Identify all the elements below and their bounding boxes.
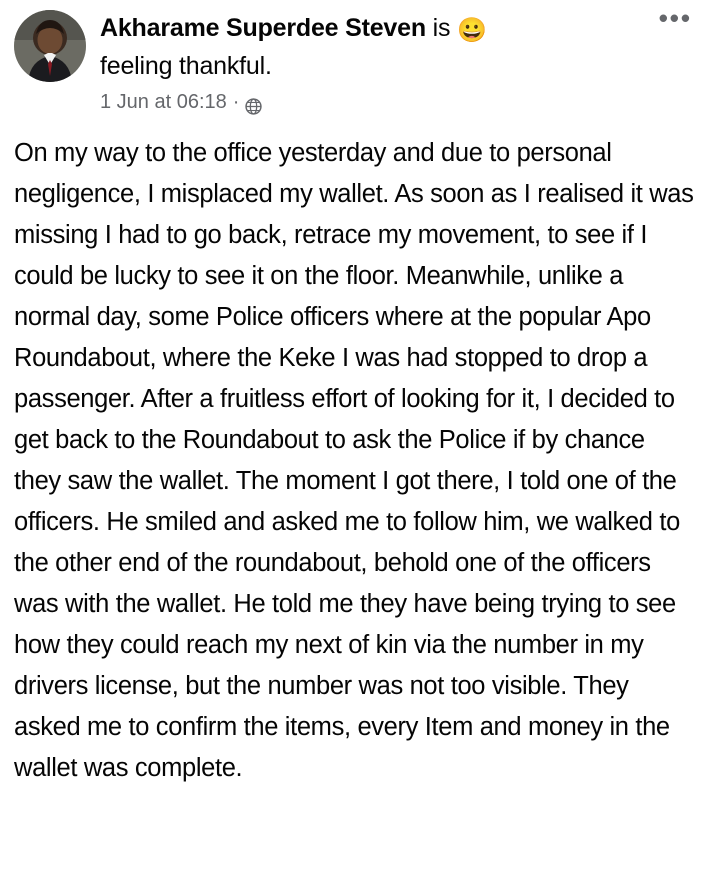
is-word: is <box>432 14 451 42</box>
smiley-face-icon: 😀 <box>457 17 487 44</box>
author-line <box>100 3 696 49</box>
post-timestamp[interactable]: 1 Jun at 06:18 <box>100 91 227 113</box>
author-name[interactable]: Akharame Superdee Steven <box>100 14 426 42</box>
post-body <box>0 115 710 789</box>
globe-icon[interactable] <box>245 96 262 113</box>
post-header <box>0 0 710 115</box>
post-message: On my way to the office yesterday and due to personal negligence, I misplaced my wallet. As soon as I realised it was missing I had to go back, retrace my movement, to see if I could be lucky to see it on the floor. Meanwhile, unlike a normal day, some Police officers where at the popular Apo Roundabout, where the Keke I was had stopped to drop a passenger. After a fruitless effort of looking for it, I decided to get back to the Roundabout to ask the Police if by chance they saw the wallet. The moment I got there, I told one of the officers. He smiled and asked me to follow him, we walked to the other end of the roundabout, behold one of the officers was with the wallet. He told me they have being trying to see how they could reach my next of kin via the number in my drivers license, but the number was not too visible. They asked me to confirm the items, every Item and money in the wallet was complete. <box>14 139 701 782</box>
post-options-icon[interactable]: ••• <box>658 3 692 33</box>
avatar[interactable] <box>14 10 86 82</box>
post-meta <box>100 89 696 115</box>
post-header-text <box>100 3 696 115</box>
feeling-text: feeling thankful. <box>100 52 272 80</box>
meta-separator: · <box>232 91 240 113</box>
avatar-image <box>14 10 86 82</box>
